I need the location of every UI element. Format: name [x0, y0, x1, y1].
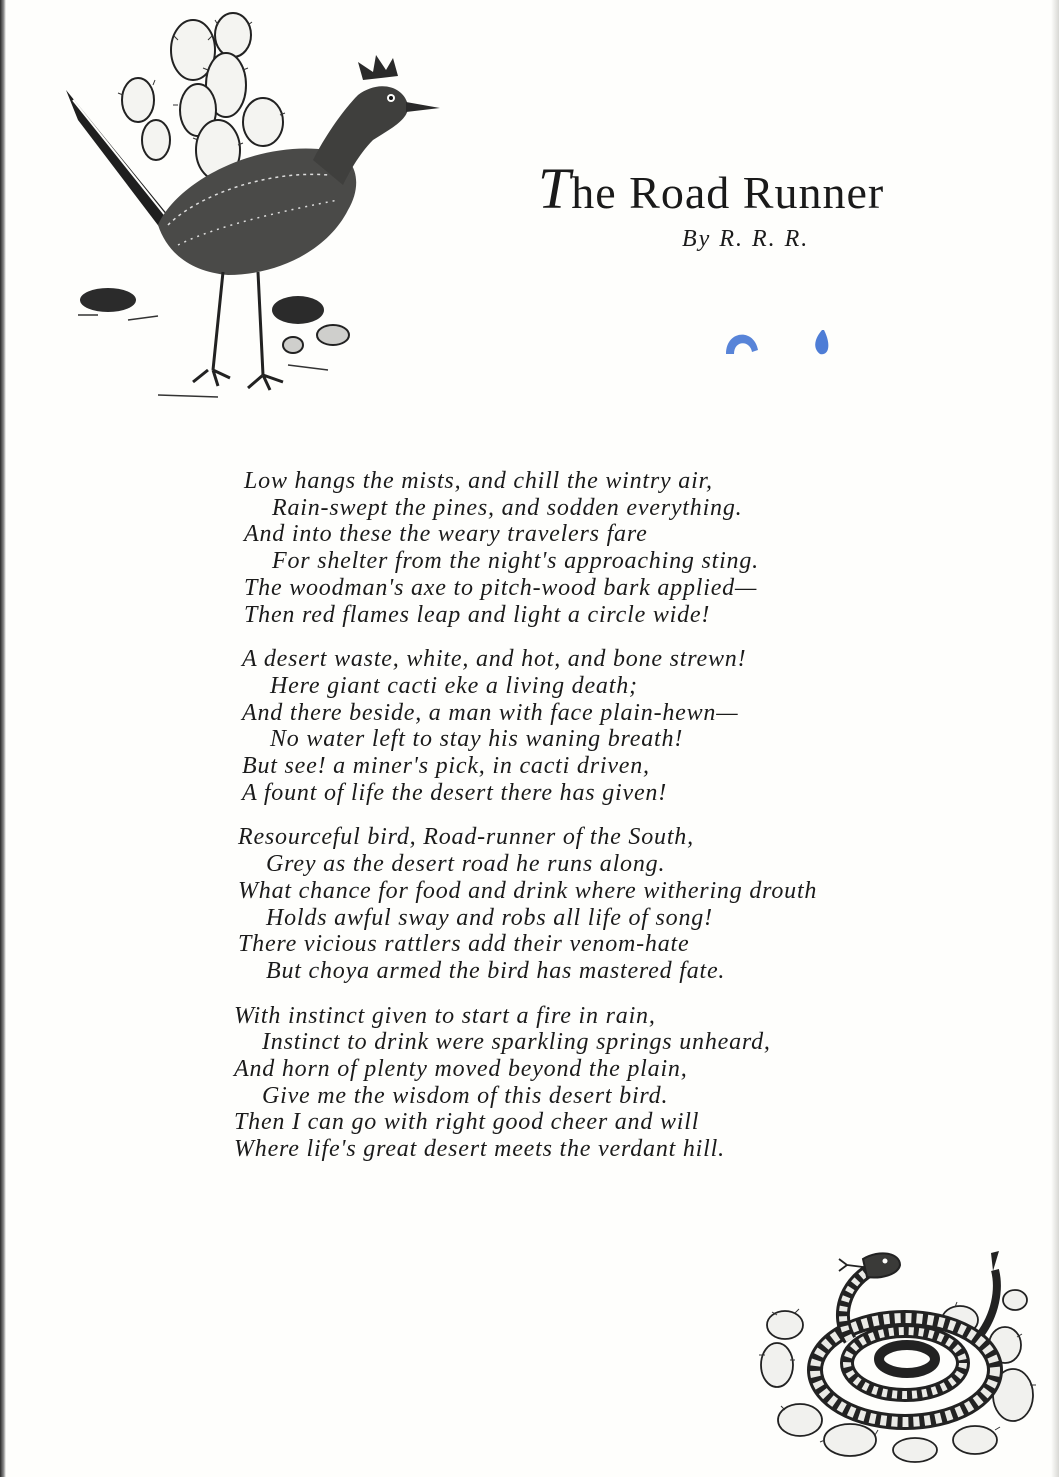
roadrunner-illustration	[58, 10, 448, 405]
poem-line: Then I can go with right good cheer and will	[234, 1109, 700, 1136]
poem-line: The woodman's axe to pitch-wood bark applied—	[244, 574, 758, 601]
stanza-3	[232, 824, 932, 984]
poem-line: Then red flames leap and light a circle wide!	[244, 601, 711, 628]
poem-line: Here giant cacti eke a living death;	[270, 672, 638, 699]
poem-line: Instinct to drink were sparkling springs unheard,	[262, 1029, 771, 1056]
stanza-1	[232, 468, 932, 628]
poem-line: There vicious rattlers add their venom-hate	[238, 931, 690, 958]
poem-line: And horn of plenty moved beyond the plain,	[234, 1056, 688, 1083]
poem-line: With instinct given to start a fire in rain,	[234, 1002, 656, 1029]
title-text: he Road Runner	[571, 167, 885, 218]
poem-line: Rain-swept the pines, and sodden everything.	[272, 494, 743, 521]
poem-line: Give me the wisdom of this desert bird.	[262, 1082, 669, 1109]
poem-line: What chance for food and drink where withering drouth	[238, 877, 818, 904]
page-shadow-left	[0, 0, 6, 1477]
poem-line: For shelter from the night's approaching sting.	[272, 548, 759, 575]
poem-line: But see! a miner's pick, in cacti driven,	[242, 753, 650, 780]
poem-line: Low hangs the mists, and chill the wintry air,	[244, 468, 713, 494]
poem-line: Resourceful bird, Road-runner of the South,	[238, 824, 694, 851]
page-shadow-right	[1051, 0, 1059, 1477]
blue-ink-blot-marks	[720, 320, 860, 365]
stanza-2	[232, 646, 932, 806]
poem-title	[538, 155, 1008, 222]
poem-line: But choya armed the bird has mastered fate.	[266, 957, 726, 984]
poem-line: And into these the weary travelers fare	[244, 521, 648, 548]
author-byline: By R. R. R.	[682, 226, 810, 252]
poem-line: Where life's great desert meets the verdant hill.	[234, 1136, 725, 1163]
poem-line: Holds awful sway and robs all life of song!	[266, 904, 713, 931]
poem-line: And there beside, a man with face plain-hewn—	[242, 699, 739, 726]
title-initial: T	[538, 156, 572, 221]
poem-line: A desert waste, white, and hot, and bone strewn!	[242, 646, 747, 673]
stanza-4	[232, 1003, 932, 1163]
poem-line: No water left to stay his waning breath!	[270, 726, 684, 753]
poem-body	[232, 468, 932, 1181]
rattlesnake-illustration	[755, 1245, 1045, 1465]
poem-line: Grey as the desert road he runs along.	[266, 851, 666, 878]
poem-line: A fount of life the desert there has given!	[242, 779, 667, 806]
